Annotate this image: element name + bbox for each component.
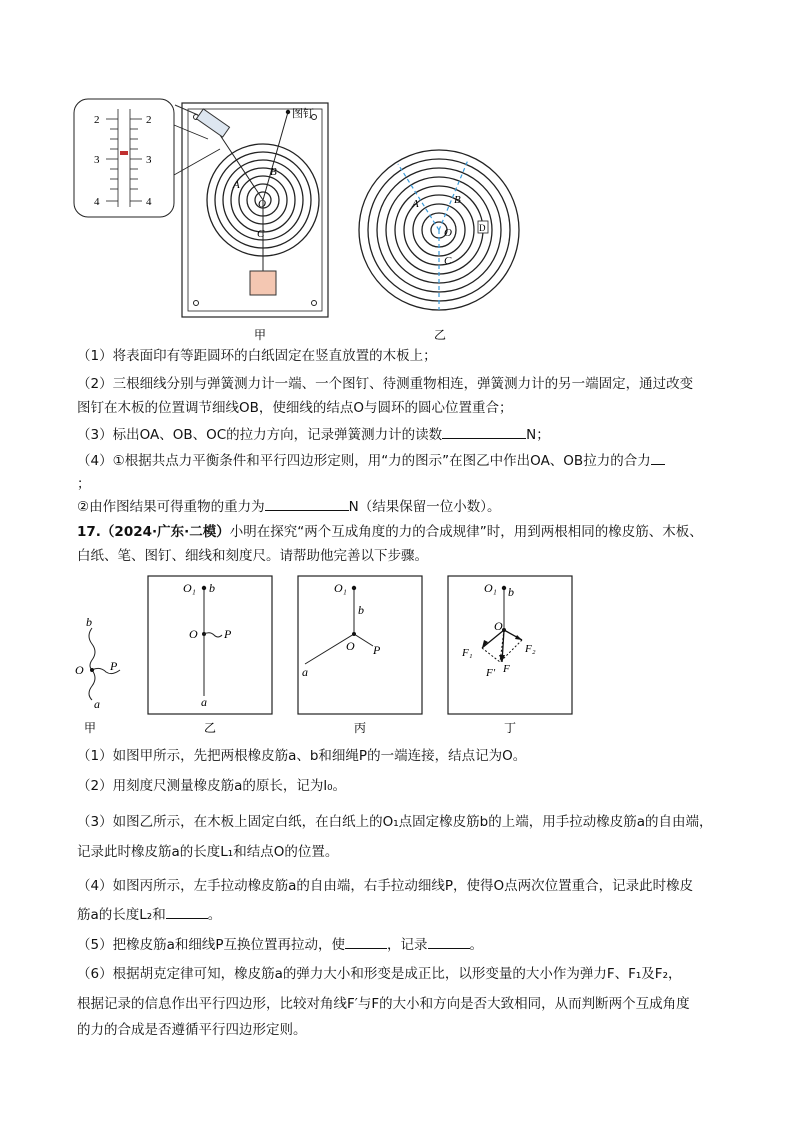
pushpin-label: 图钉 (292, 107, 314, 120)
q17-bing-label-P: P (373, 643, 381, 657)
scale-tick-right-2: 2 (146, 114, 152, 126)
q16-step-2b: 图钉在木板的位置调节细线OB，使细线的结点O与圆环的圆心位置重合； (77, 400, 513, 416)
q17-intro (77, 522, 767, 542)
yi-note: D (479, 223, 486, 233)
q16-step-5 (77, 496, 767, 517)
q17-yi-label-b: b (209, 581, 215, 595)
q17-step-6b: 根据记录的信息作出平行四边形，比较对角线F′与F的大小和方向是否大致相同，从而判断两个互成角度 (77, 996, 690, 1012)
q17-step-3b: 记录此时橡皮筋a的长度L₁和结点O的位置。 (77, 844, 339, 860)
q17-yi-label-O: O (189, 627, 198, 641)
q17-yi-label-P: P (224, 627, 232, 641)
yi-label-A: A (412, 198, 419, 210)
q17-step-2: （2）用刻度尺测量橡皮筋a的原长，记为l₀。 (77, 778, 347, 794)
q17-step-4a: （4）如图丙所示，左手拉动橡皮筋a的自由端，右手拉动细线P，使得O点两次位置重合，记录此时橡皮 (77, 878, 694, 894)
q17-step-1: （1）如图甲所示，先把两根橡皮筋a、b和细绳P的一端连接，结点记为O。 (77, 748, 527, 764)
q17-ding-label-b: b (508, 585, 514, 599)
q17-step-5 (77, 934, 767, 955)
yi-label-O: O (444, 227, 452, 239)
q17-jia-label-b: b (86, 615, 92, 629)
figure-yi-top (352, 140, 532, 345)
q17-caption-yi: 乙 (204, 721, 217, 735)
q16-step-4 (77, 450, 767, 471)
yi-label-C: C (444, 255, 452, 267)
q17-number: 17. (77, 524, 101, 540)
q17-caption-jia: 甲 (84, 721, 97, 735)
yi-caption: 乙 (434, 328, 447, 342)
jia-caption: 甲 (254, 328, 267, 342)
q17-step-6c: 的力的合成是否遵循平行四边形定则。 (77, 1022, 307, 1038)
scale-tick-left-2: 2 (94, 114, 100, 126)
q17-step-4b-text: 筋a的长度L₂和 (77, 907, 166, 923)
q17-ding-label-F2: F₂ (525, 643, 536, 655)
q17-bing-label-O1: O₁ (334, 581, 347, 595)
q17-step-5-text: （5）把橡皮筋a和细线P互换位置再拉动，使 (77, 937, 346, 953)
q17-ding-label-F: F (503, 663, 510, 675)
q16-step-4-tail: ； (77, 476, 91, 492)
q17-step-5-mid: ，记录 (387, 937, 428, 953)
q16-step-3 (77, 424, 767, 445)
q17-step-4b-end: 。 (207, 907, 222, 923)
q17-step-3a: （3）如图乙所示，在木板上固定白纸，在白纸上的O₁点固定橡皮筋b的上端，用手拉动橡皮筋a的自由端， (77, 814, 713, 830)
q17-ding-label-O1: O₁ (484, 581, 497, 595)
q17-step-5-end: 。 (469, 937, 484, 953)
answer-blank-step-5a[interactable] (345, 934, 387, 949)
jia-label-O: O (258, 198, 266, 210)
q16-step-3-text: （3）标出OA、OB、OC的拉力方向，记录弹簧测力计的读数 (77, 427, 443, 443)
scale-tick-right-3: 3 (146, 154, 152, 166)
q16-step-3-unit: N； (526, 427, 550, 443)
scale-tick-left-3: 3 (94, 154, 100, 166)
q17-yi-label-O1: O₁ (183, 581, 196, 595)
jia-label-C: C (257, 228, 265, 240)
figure-q17-panels (70, 572, 590, 742)
q17-caption-bing: 丙 (354, 721, 367, 735)
q17-step-6a: （6）根据胡克定律可知，橡皮筋a的弹力大小和形变是成正比，以形变量的大小作为弹力F、F₁及F₂， (77, 966, 682, 982)
jia-label-A: A (233, 179, 240, 191)
q17-jia-label-a: a (94, 697, 100, 711)
q17-jia-label-P: P (110, 659, 118, 673)
answer-blank-scale-reading[interactable] (442, 424, 526, 439)
q17-ding-label-O: O (494, 619, 503, 633)
answer-blank-step-5b[interactable] (428, 934, 470, 949)
jia-label-B: B (270, 166, 277, 178)
q17-intro-a: 小明在探究“两个互成角度的力的合成规律”时，用到两根相同的橡皮筋、木板、 (229, 524, 703, 540)
q17-source: （2024·广东·二模） (100, 524, 230, 540)
q17-bing-label-b: b (358, 603, 364, 617)
yi-label-B: B (454, 194, 461, 206)
q17-intro-b: 白纸、笔、图钉、细线和刻度尺。请帮助他完善以下步骤。 (77, 548, 428, 564)
answer-blank-weight[interactable] (265, 496, 349, 511)
q17-jia-label-O: O (75, 663, 84, 677)
q17-caption-ding: 丁 (504, 721, 517, 735)
q16-step-5-unit: N（结果保留一位小数）。 (348, 499, 501, 515)
q17-bing-label-a: a (302, 665, 308, 679)
scale-tick-left-4: 4 (94, 196, 100, 208)
scale-tick-right-4: 4 (146, 196, 152, 208)
q17-step-4b (77, 904, 767, 925)
q17-yi-label-a: a (201, 695, 207, 709)
q16-step-2a: （2）三根细线分别与弹簧测力计一端、一个图钉、待测重物相连，弹簧测力计的另一端固定，通过改变 (77, 376, 694, 392)
q17-ding-label-Fp: F′ (486, 667, 496, 679)
q16-step-1: （1）将表面印有等距圆环的白纸固定在竖直放置的木板上； (77, 348, 437, 364)
figure-jia-top (70, 95, 340, 345)
q17-bing-label-O: O (346, 639, 355, 653)
q17-ding-label-F1: F₁ (462, 647, 473, 659)
answer-blank-resultant[interactable] (651, 450, 665, 465)
q16-step-4-text: （4）①根据共点力平衡条件和平行四边形定则，用“力的图示”在图乙中作出OA、OB拉力的合力 (77, 453, 651, 469)
q16-step-5-text: ②由作图结果可得重物的重力为 (77, 499, 265, 515)
answer-blank-step-4[interactable] (166, 904, 208, 919)
